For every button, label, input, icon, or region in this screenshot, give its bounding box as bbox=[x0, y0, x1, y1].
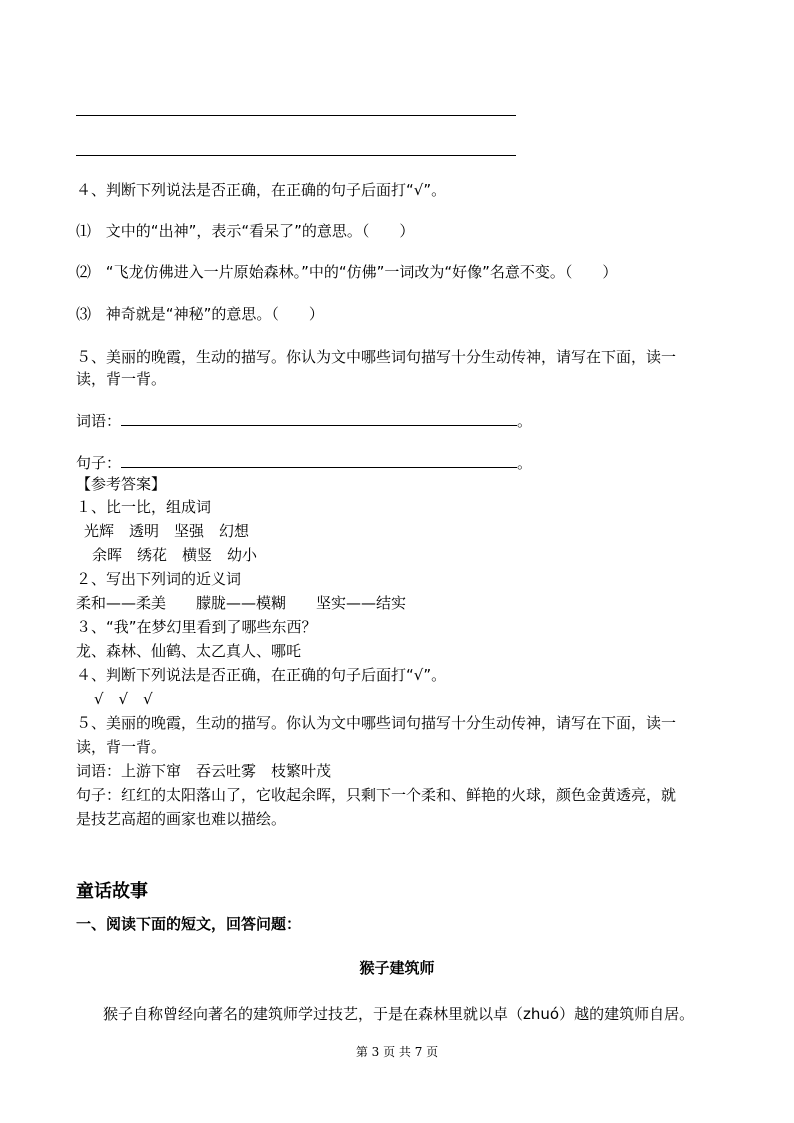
q4-item-1-num: ⑴ bbox=[76, 222, 92, 240]
answer-4-title: ４、判断下列说法是否正确，在正确的句子后面打“√”。 bbox=[76, 666, 447, 684]
q5-words-end: 。 bbox=[517, 412, 533, 430]
answer-1-row-2: 余晖 绣花 横竖 幼小 bbox=[92, 546, 258, 564]
section-instruction: 一、阅读下面的短文，回答问题： bbox=[76, 915, 302, 933]
answer-1-title: １、比一比，组成词 bbox=[76, 498, 212, 516]
answer-5-sentence-2: 是技艺高超的画家也难以描绘。 bbox=[76, 810, 287, 828]
q4-item-2-num: ⑵ bbox=[76, 263, 92, 281]
answer-2-title: ２、写出下列词的近义词 bbox=[76, 570, 242, 588]
q5-sentence-row bbox=[76, 451, 532, 473]
q5-title-line2: 读，背一背。 bbox=[76, 370, 167, 388]
answer-5-line-1: ５、美丽的晚霞，生动的描写。你认为文中哪些词句描写十分生动传神，请写在下面，读一 bbox=[76, 714, 677, 732]
q5-words-blank[interactable] bbox=[121, 409, 517, 426]
story-paragraph: 猴子自称曾经向著名的建筑师学过技艺，于是在森林里就以卓（zhuó）越的建筑师自居。 bbox=[103, 1005, 695, 1023]
answer-2-row: 柔和——柔美 朦胧——模糊 坚实——结实 bbox=[76, 594, 407, 612]
q5-words-row bbox=[76, 409, 532, 431]
section-heading: 童话故事 bbox=[76, 881, 148, 902]
q4-item-1 bbox=[76, 221, 414, 241]
answer-3-title: ３、“我”在梦幻里看到了哪些东西？ bbox=[76, 618, 317, 636]
answer-line-2 bbox=[76, 155, 516, 156]
q4-title: ４、判断下列说法是否正确，在正确的句子后面打“√”。 bbox=[76, 181, 447, 199]
q5-sentence-blank[interactable] bbox=[121, 451, 517, 468]
q4-item-2-text: “飞龙仿佛进入一片原始森林。”中的“仿佛”一词改为“好像”名意不变。（ ） bbox=[105, 263, 618, 281]
answer-1-row-1: 光辉 透明 坚强 幻想 bbox=[84, 522, 250, 540]
q4-item-3 bbox=[76, 304, 324, 324]
q5-words-label: 词语： bbox=[76, 412, 122, 430]
answers-header: 【参考答案】 bbox=[76, 475, 167, 493]
answer-5-line-2: 读，背一背。 bbox=[76, 738, 167, 756]
q4-item-3-text: 神奇就是“神秘”的意思。（ ） bbox=[105, 305, 324, 323]
answer-5-sentence-1: 句子：红红的太阳落山了，它收起余晖，只剩下一个柔和、鲜艳的火球，颜色金黄透亮，就 bbox=[76, 786, 677, 804]
q5-sentence-label: 句子： bbox=[76, 454, 122, 472]
answer-5-words: 词语：上游下窜 吞云吐雾 枝繁叶茂 bbox=[76, 762, 332, 780]
q4-item-3-num: ⑶ bbox=[76, 305, 92, 323]
q4-item-2 bbox=[76, 262, 617, 282]
q5-title-line1: ５、美丽的晚霞，生动的描写。你认为文中哪些词句描写十分生动传神，请写在下面，读一 bbox=[76, 348, 677, 366]
story-title: 猴子建筑师 bbox=[359, 959, 435, 977]
page-footer: 第 3 页 共 7 页 bbox=[355, 1045, 439, 1059]
answer-3-row: 龙、森林、仙鹤、太乙真人、哪吒 bbox=[76, 642, 302, 660]
answer-line-1 bbox=[76, 115, 516, 116]
q5-sentence-end: 。 bbox=[517, 454, 533, 472]
answer-4-row: √ √ √ bbox=[94, 690, 153, 708]
q4-item-1-text: 文中的“出神”，表示“看呆了”的意思。（ ） bbox=[105, 222, 415, 240]
